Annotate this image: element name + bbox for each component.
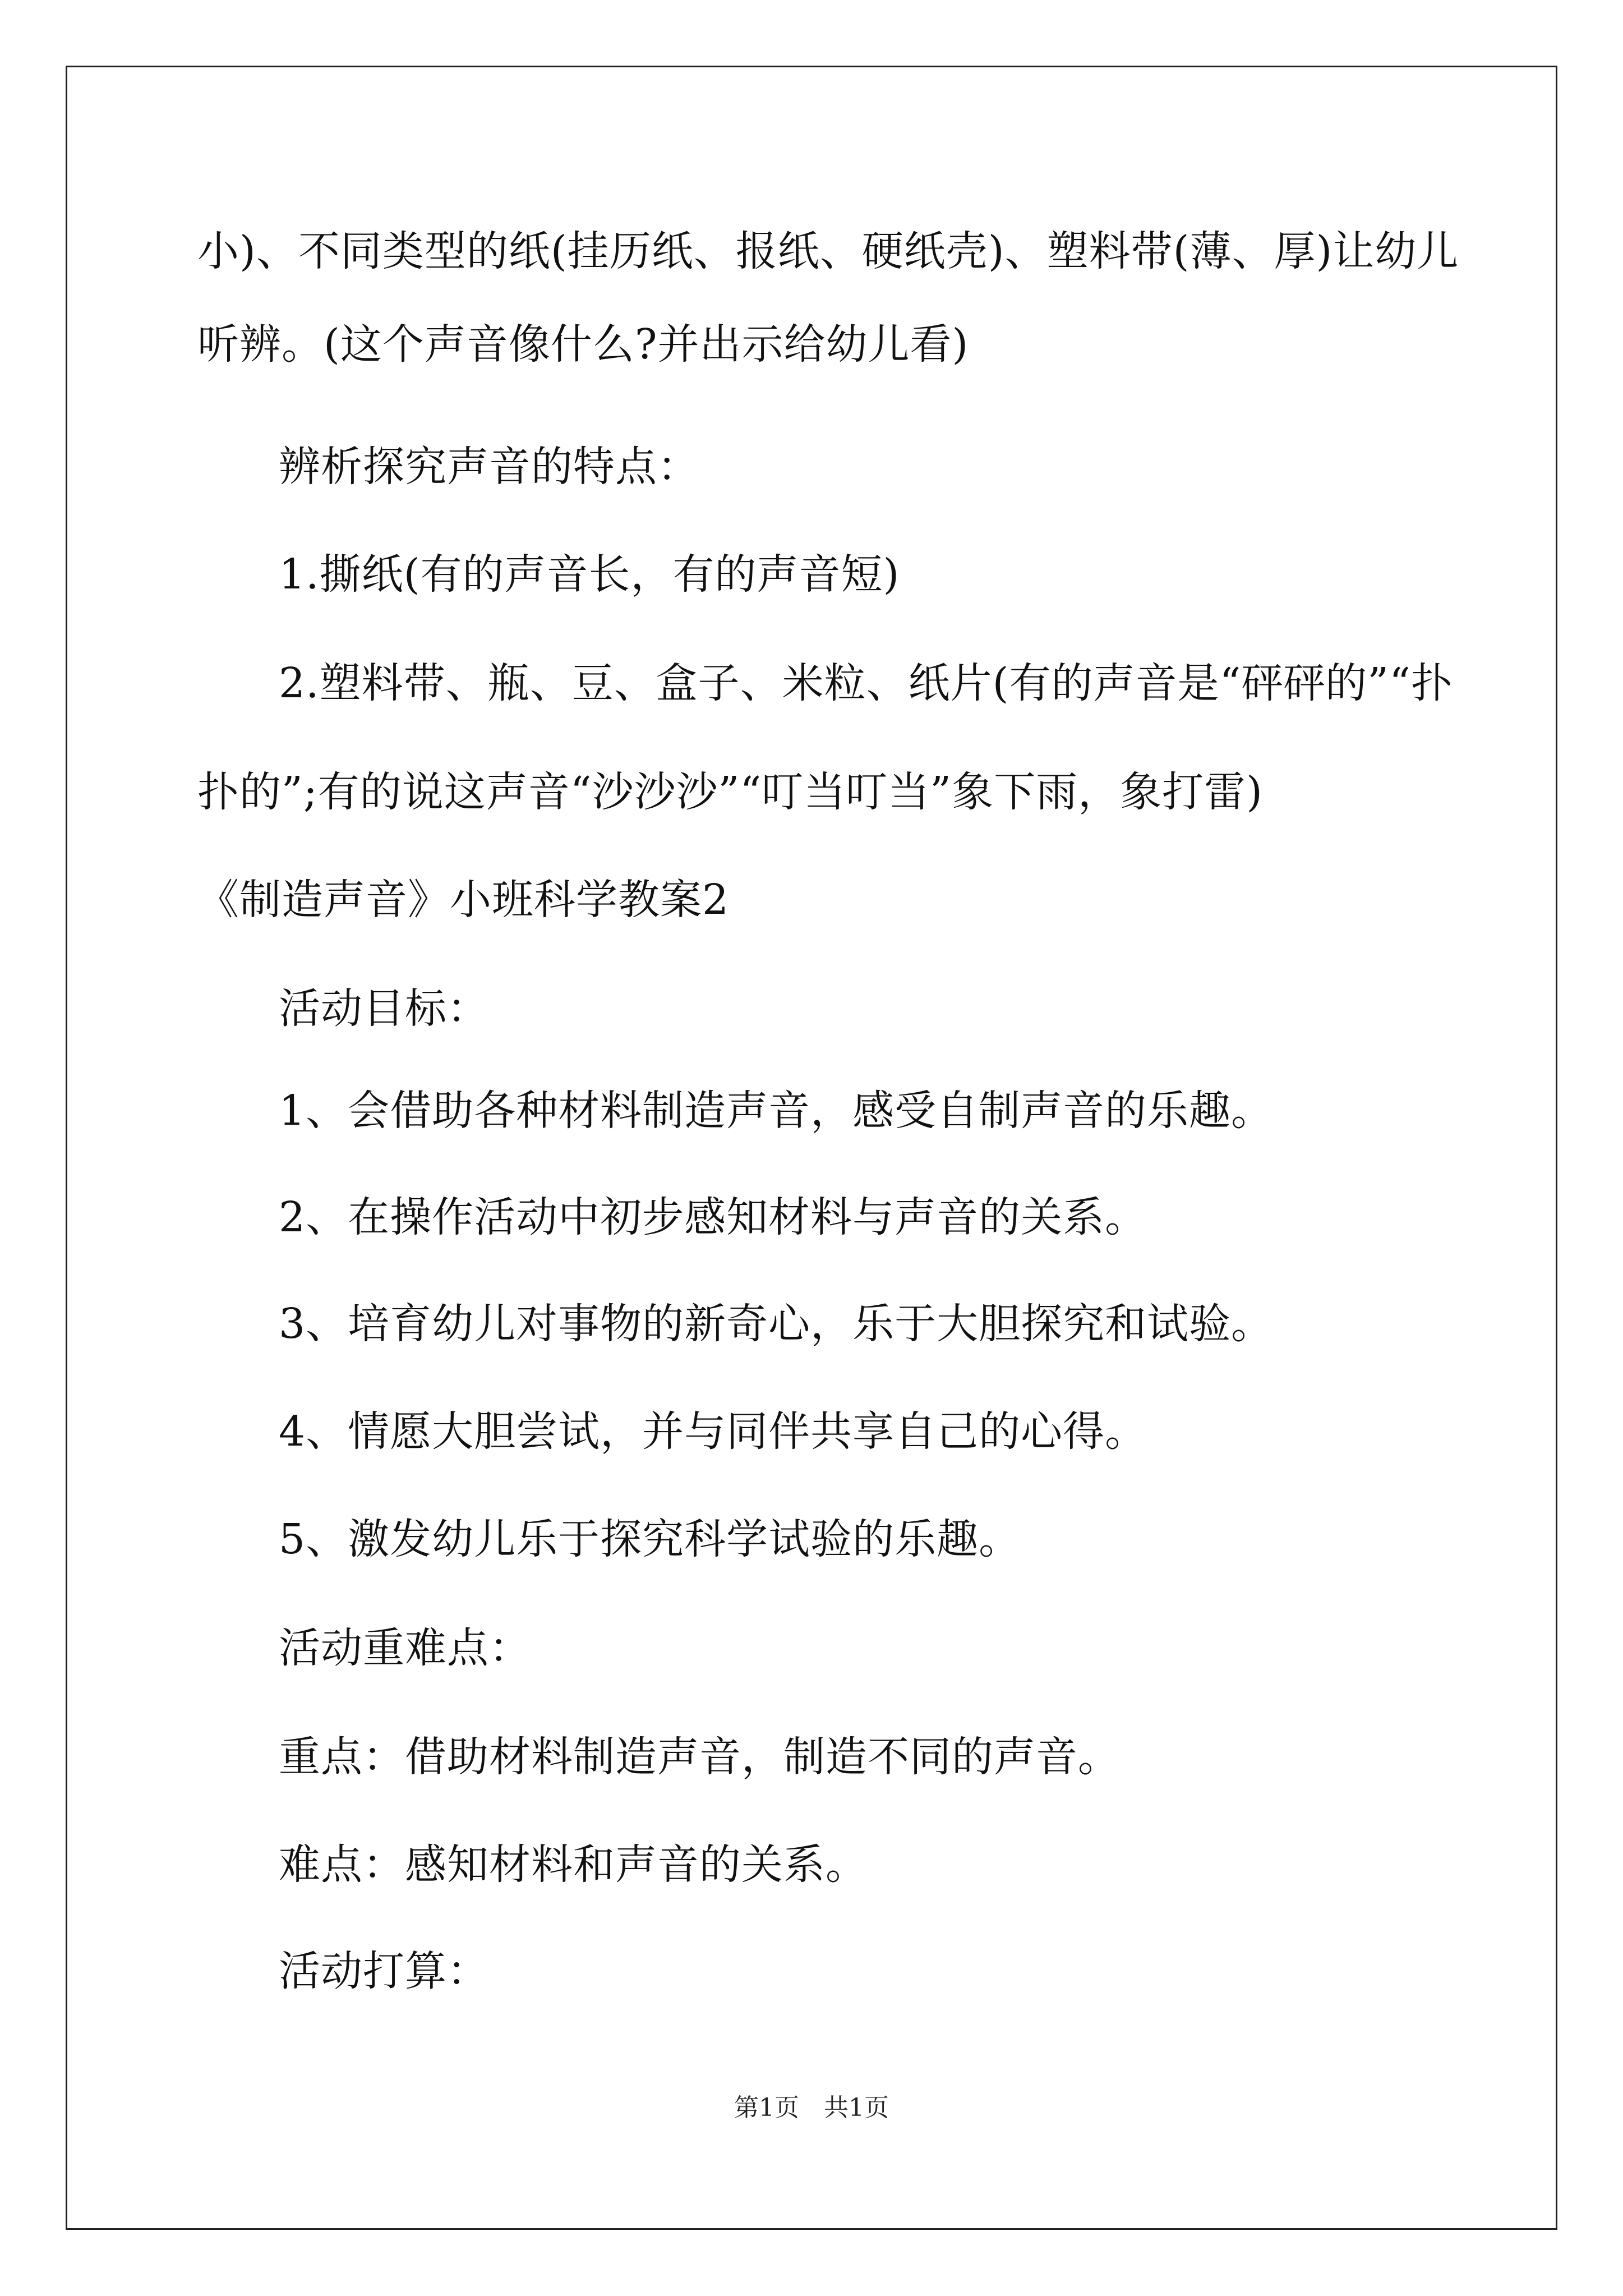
list-item: 5、激发幼儿乐于探究科学试验的乐趣。: [279, 1515, 1021, 1563]
paragraph: 难点：感知材料和声音的关系。: [279, 1841, 868, 1889]
paragraph: 重点：借助材料制造声音，制造不同的声音。: [279, 1733, 1120, 1781]
list-item: 1.撕纸(有的声音长，有的声音短): [279, 550, 900, 599]
section-label: 辨析探究声音的特点：: [279, 443, 699, 491]
section-label: 活动打算：: [279, 1947, 489, 1995]
list-item: 2、在操作活动中初步感知材料与声音的关系。: [279, 1193, 1147, 1241]
list-item: 4、情愿大胆尝试，并与同伴共享自己的心得。: [279, 1407, 1147, 1456]
page-number-footer: 第1页 共1页: [734, 2093, 889, 2122]
body-line-continuation: 扑的”;有的说这声音“沙沙沙”“叮当叮当”象下雨，象打雷): [197, 768, 1263, 816]
list-item: 1、会借助各种材料制造声音，感受自制声音的乐趣。: [279, 1087, 1274, 1135]
body-line-continuation: 听辨。(这个声音像什么?并出示给幼儿看): [197, 320, 969, 369]
body-line-continuation: 小)、不同类型的纸(挂历纸、报纸、硬纸壳)、塑料带(薄、厚)让幼儿: [197, 227, 1459, 275]
page-border: [66, 66, 1557, 2230]
section-heading: 《制造声音》小班科学教案2: [197, 876, 730, 924]
section-label: 活动重难点：: [279, 1624, 531, 1672]
list-item: 2.塑料带、瓶、豆、盒子、米粒、纸片(有的声音是“砰砰的”“扑: [279, 659, 1453, 707]
list-item: 3、培育幼儿对事物的新奇心，乐于大胆探究和试验。: [279, 1300, 1274, 1348]
section-label: 活动目标：: [279, 984, 489, 1033]
